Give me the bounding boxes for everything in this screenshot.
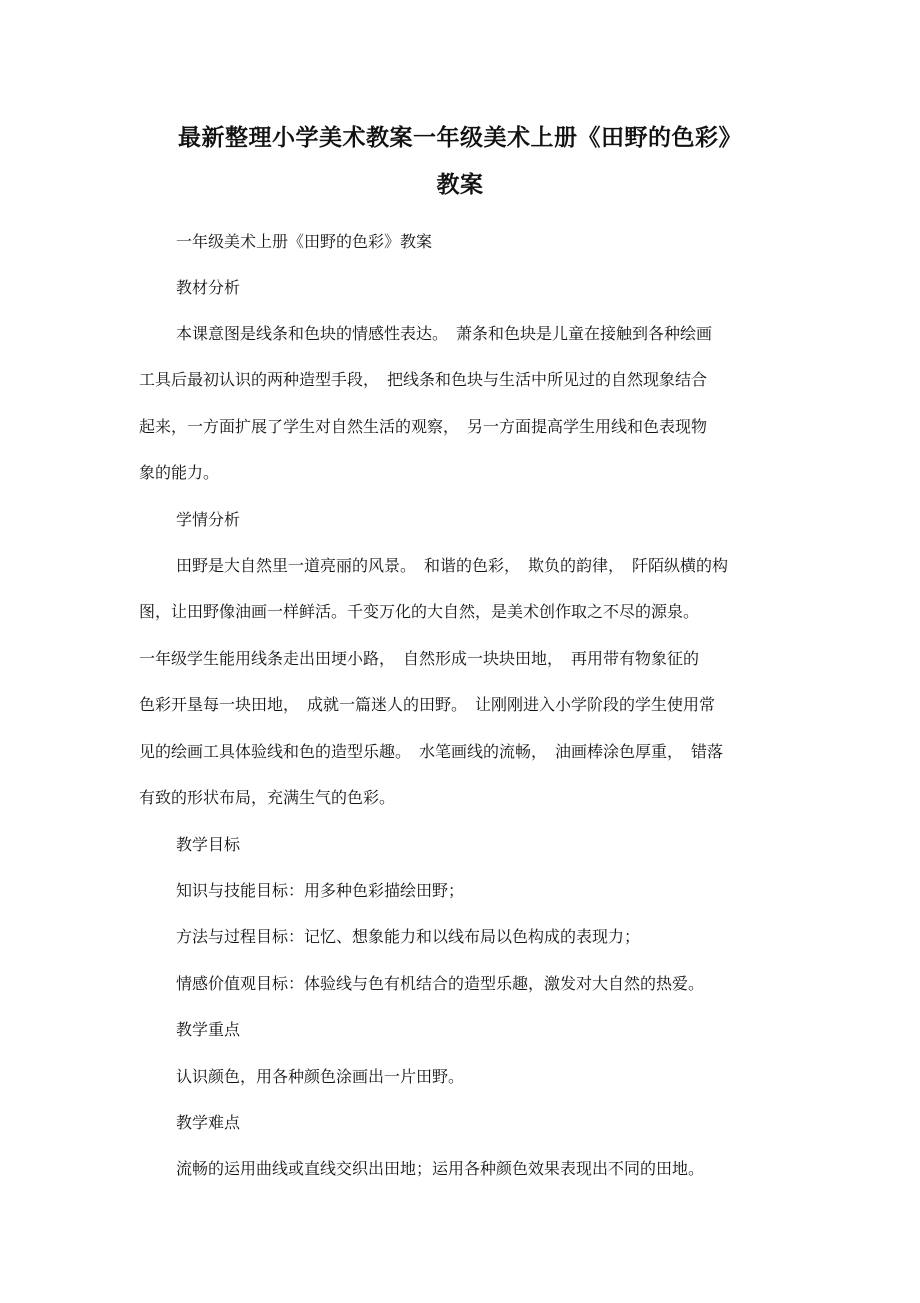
goal-method-process: 方法与过程目标：记忆、想象能力和以线布局以色构成的表现力； [176,927,641,946]
lesson-subtitle: 一年级美术上册《田野的色彩》教案 [176,232,433,251]
heading-teaching-goals: 教学目标 [176,835,241,854]
heading-student-analysis: 学情分析 [176,510,241,529]
key-points-text: 认识颜色，用各种颜色涂画出一片田野。 [176,1067,465,1086]
document-title-line-1: 最新整理小学美术教案一年级美术上册《田野的色彩》 [178,125,742,151]
paragraph-line: 工具后最初认识的两种造型手段， 把线条和色块与生活中所见过的自然现象结合 [139,370,708,389]
goal-emotion-values: 情感价值观目标：体验线与色有机结合的造型乐趣，激发对大自然的热爱。 [176,974,705,993]
goal-knowledge-skills: 知识与技能目标：用多种色彩描绘田野； [176,881,465,900]
paragraph-line: 见的绘画工具体验线和色的造型乐趣。 水笔画线的流畅， 油画棒涂色厚重， 错落 [139,742,724,761]
paragraph-line: 田野是大自然里一道亮丽的风景。 和谐的色彩， 欺负的韵律， 阡陌纵横的构 [176,556,729,575]
heading-teaching-key-points: 教学重点 [176,1020,241,1039]
difficulties-text: 流畅的运用曲线或直线交织出田地；运用各种颜色效果表现出不同的田地。 [176,1159,705,1178]
paragraph-line: 图，让田野像油画一样鲜活。千变万化的大自然，是美术创作取之不尽的源泉。 [139,602,700,621]
paragraph-line: 象的能力。 [139,463,220,482]
paragraph-line: 有致的形状布局，充满生气的色彩。 [139,788,396,807]
paragraph-line: 一年级学生能用线条走出田埂小路， 自然形成一块块田地， 再用带有物象征的 [139,649,700,668]
paragraph-line: 本课意图是线条和色块的情感性表达。 萧条和色块是儿童在接触到各种绘画 [176,324,713,343]
paragraph-line: 色彩开垦每一块田地， 成就一篇迷人的田野。 让刚刚进入小学阶段的学生使用常 [139,695,716,714]
paragraph-line: 起来，一方面扩展了学生对自然生活的观察， 另一方面提高学生用线和色表现物 [139,417,708,436]
heading-material-analysis: 教材分析 [176,278,241,297]
heading-teaching-difficulties: 教学难点 [176,1113,241,1132]
document-title-line-2: 教案 [436,172,484,198]
